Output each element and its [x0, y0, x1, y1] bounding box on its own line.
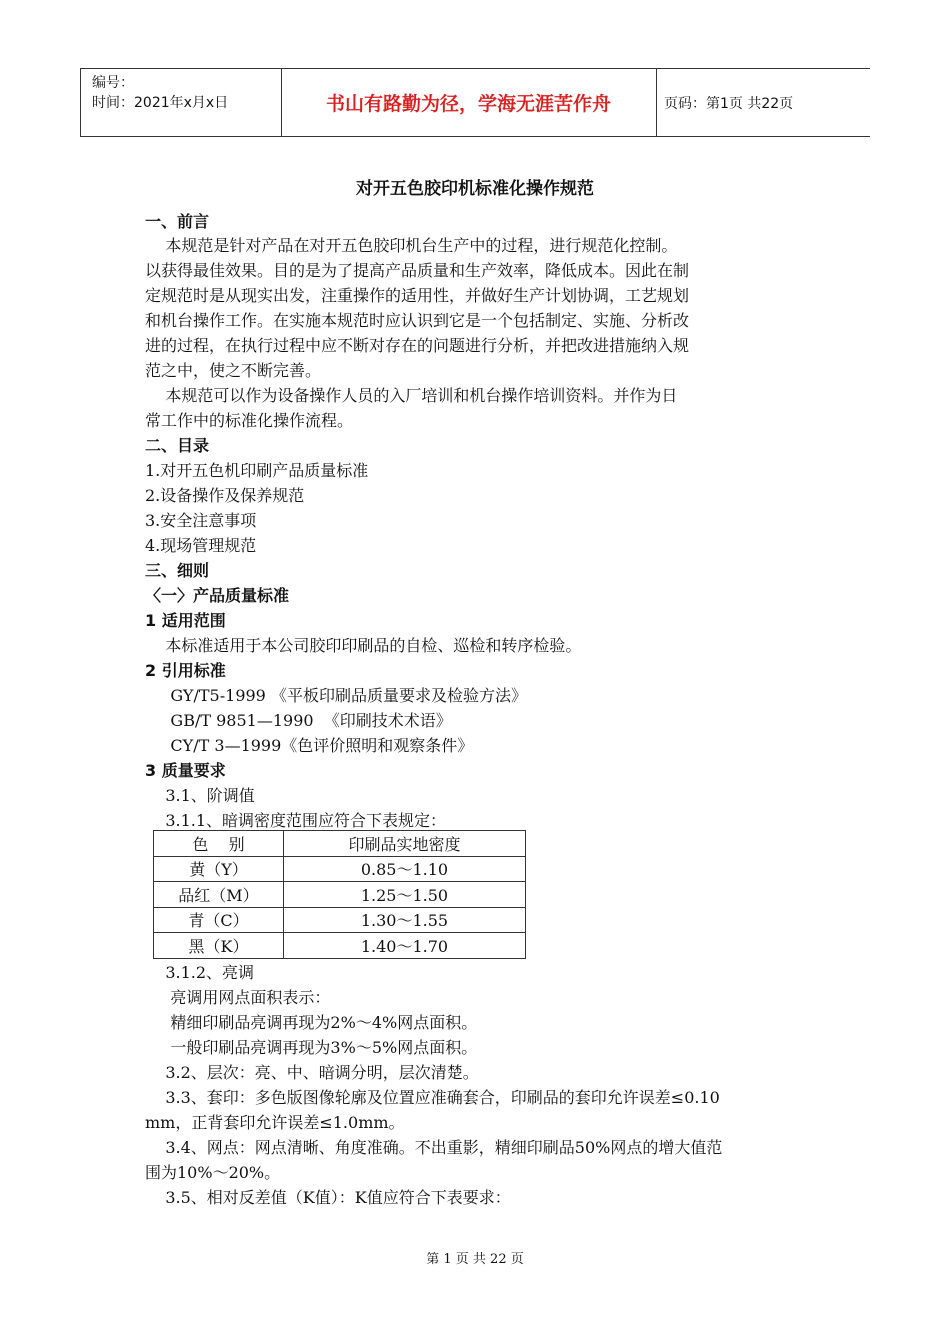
body-text-line: 3.1、阶调值 — [145, 786, 255, 805]
header-divider — [656, 69, 657, 136]
body-text-line: 常工作中的标准化操作流程。 — [145, 411, 354, 430]
table-row — [154, 907, 526, 933]
table-header-cell: 印刷品实地密度 — [284, 831, 526, 857]
body-text-line: 围为10%～20%。 — [145, 1163, 281, 1182]
table-cell: 0.85～1.10 — [284, 856, 526, 882]
table-cell: 黄（Y） — [154, 856, 284, 882]
section-heading: 1 适用范围 — [145, 611, 226, 630]
body-text-line: 3.1.1、暗调密度范围应符合下表规定： — [145, 811, 447, 830]
page-header — [80, 68, 870, 137]
section-heading: 二、目录 — [145, 436, 210, 455]
body-text-line: CY/T 3—1999《色评价照明和观察条件》 — [145, 736, 474, 755]
body-text-line: 定规范时是从现实出发，注重操作的适用性，并做好生产计划协调，工艺规划 — [145, 286, 690, 305]
doc-date: 时间：2021年x月x日 — [92, 95, 229, 111]
table-cell: 品红（M） — [154, 882, 284, 908]
section-heading: 〈一〉产品质量标准 — [145, 586, 290, 605]
table-row — [154, 856, 526, 882]
body-text-line: 和机台操作工作。在实施本规范时应认识到它是一个包括制定、实施、分析改 — [145, 311, 690, 330]
section-heading: 3 质量要求 — [145, 761, 226, 780]
table-row — [154, 933, 526, 959]
body-text-line: 一般印刷品亮调再现为3%～5%网点面积。 — [145, 1038, 478, 1057]
body-text-line: 3.安全注意事项 — [145, 511, 257, 530]
table-header-row — [154, 831, 526, 857]
section-heading: 三、细则 — [145, 561, 210, 580]
document-title: 对开五色胶印机标准化操作规范 — [356, 179, 594, 199]
body-text-line: 以获得最佳效果。目的是为了提高产品质量和生产效率，降低成本。因此在制 — [145, 261, 690, 280]
body-text-line: 精细印刷品亮调再现为2%～4%网点面积。 — [145, 1013, 478, 1032]
body-text-line: 范之中，使之不断完善。 — [145, 361, 322, 380]
section-heading: 2 引用标准 — [145, 661, 226, 680]
body-text-line: mm，正背套印允许误差≤1.0mm。 — [145, 1113, 405, 1132]
section-heading: 一、前言 — [145, 212, 210, 231]
table-header-cell: 色 别 — [154, 831, 284, 857]
table-cell: 1.30～1.55 — [284, 907, 526, 933]
body-text-line: 3.1.2、亮调 — [145, 963, 255, 982]
body-text-line: GB/T 9851—1990 《印刷技术术语》 — [145, 711, 452, 730]
header-motto: 书山有路勤为径，学海无涯苦作舟 — [325, 93, 611, 115]
page-footer: 第 1 页 共 22 页 — [426, 1252, 524, 1267]
body-text-line: 进的过程，在执行过程中应不断对存在的问题进行分析，并把改进措施纳入规 — [145, 336, 690, 355]
body-text-line: 1.对开五色机印刷产品质量标准 — [145, 461, 369, 480]
body-text-line: 本标准适用于本公司胶印印刷品的自检、巡检和转序检验。 — [145, 636, 582, 655]
table-cell: 1.25～1.50 — [284, 882, 526, 908]
body-text-line: GY/T5-1999 《平板印刷品质量要求及检验方法》 — [145, 686, 527, 705]
body-text-line: 3.4、网点：网点清晰、角度准确。不出重影，精细印刷品50%网点的增大值范 — [145, 1138, 723, 1157]
table-cell: 1.40～1.70 — [284, 933, 526, 959]
body-text-line: 3.5、相对反差值（K值）：K值应符合下表要求： — [145, 1188, 511, 1207]
table-row — [154, 882, 526, 908]
density-table — [153, 830, 526, 959]
table-cell: 青（C） — [154, 907, 284, 933]
body-text-line: 3.2、层次：亮、中、暗调分明，层次清楚。 — [145, 1063, 479, 1082]
body-text-line: 本规范是针对产品在对开五色胶印机台生产中的过程，进行规范化控制。 — [145, 236, 678, 255]
body-text-line: 本规范可以作为设备操作人员的入厂培训和机台操作培训资料。并作为日 — [145, 386, 678, 405]
body-text-line: 4.现场管理规范 — [145, 536, 257, 555]
doc-number-label: 编号： — [92, 75, 134, 91]
body-text-line: 3.3、套印：多色版图像轮廓及位置应准确套合，印刷品的套印允许误差≤0.10 — [145, 1088, 720, 1107]
body-text-line: 2.设备操作及保养规范 — [145, 486, 305, 505]
header-page-info: 页码：第1页 共22页 — [664, 95, 794, 112]
table-cell: 黑（K） — [154, 933, 284, 959]
body-text-line: 亮调用网点面积表示： — [145, 988, 331, 1007]
header-divider — [80, 69, 81, 136]
header-meta — [92, 73, 228, 113]
